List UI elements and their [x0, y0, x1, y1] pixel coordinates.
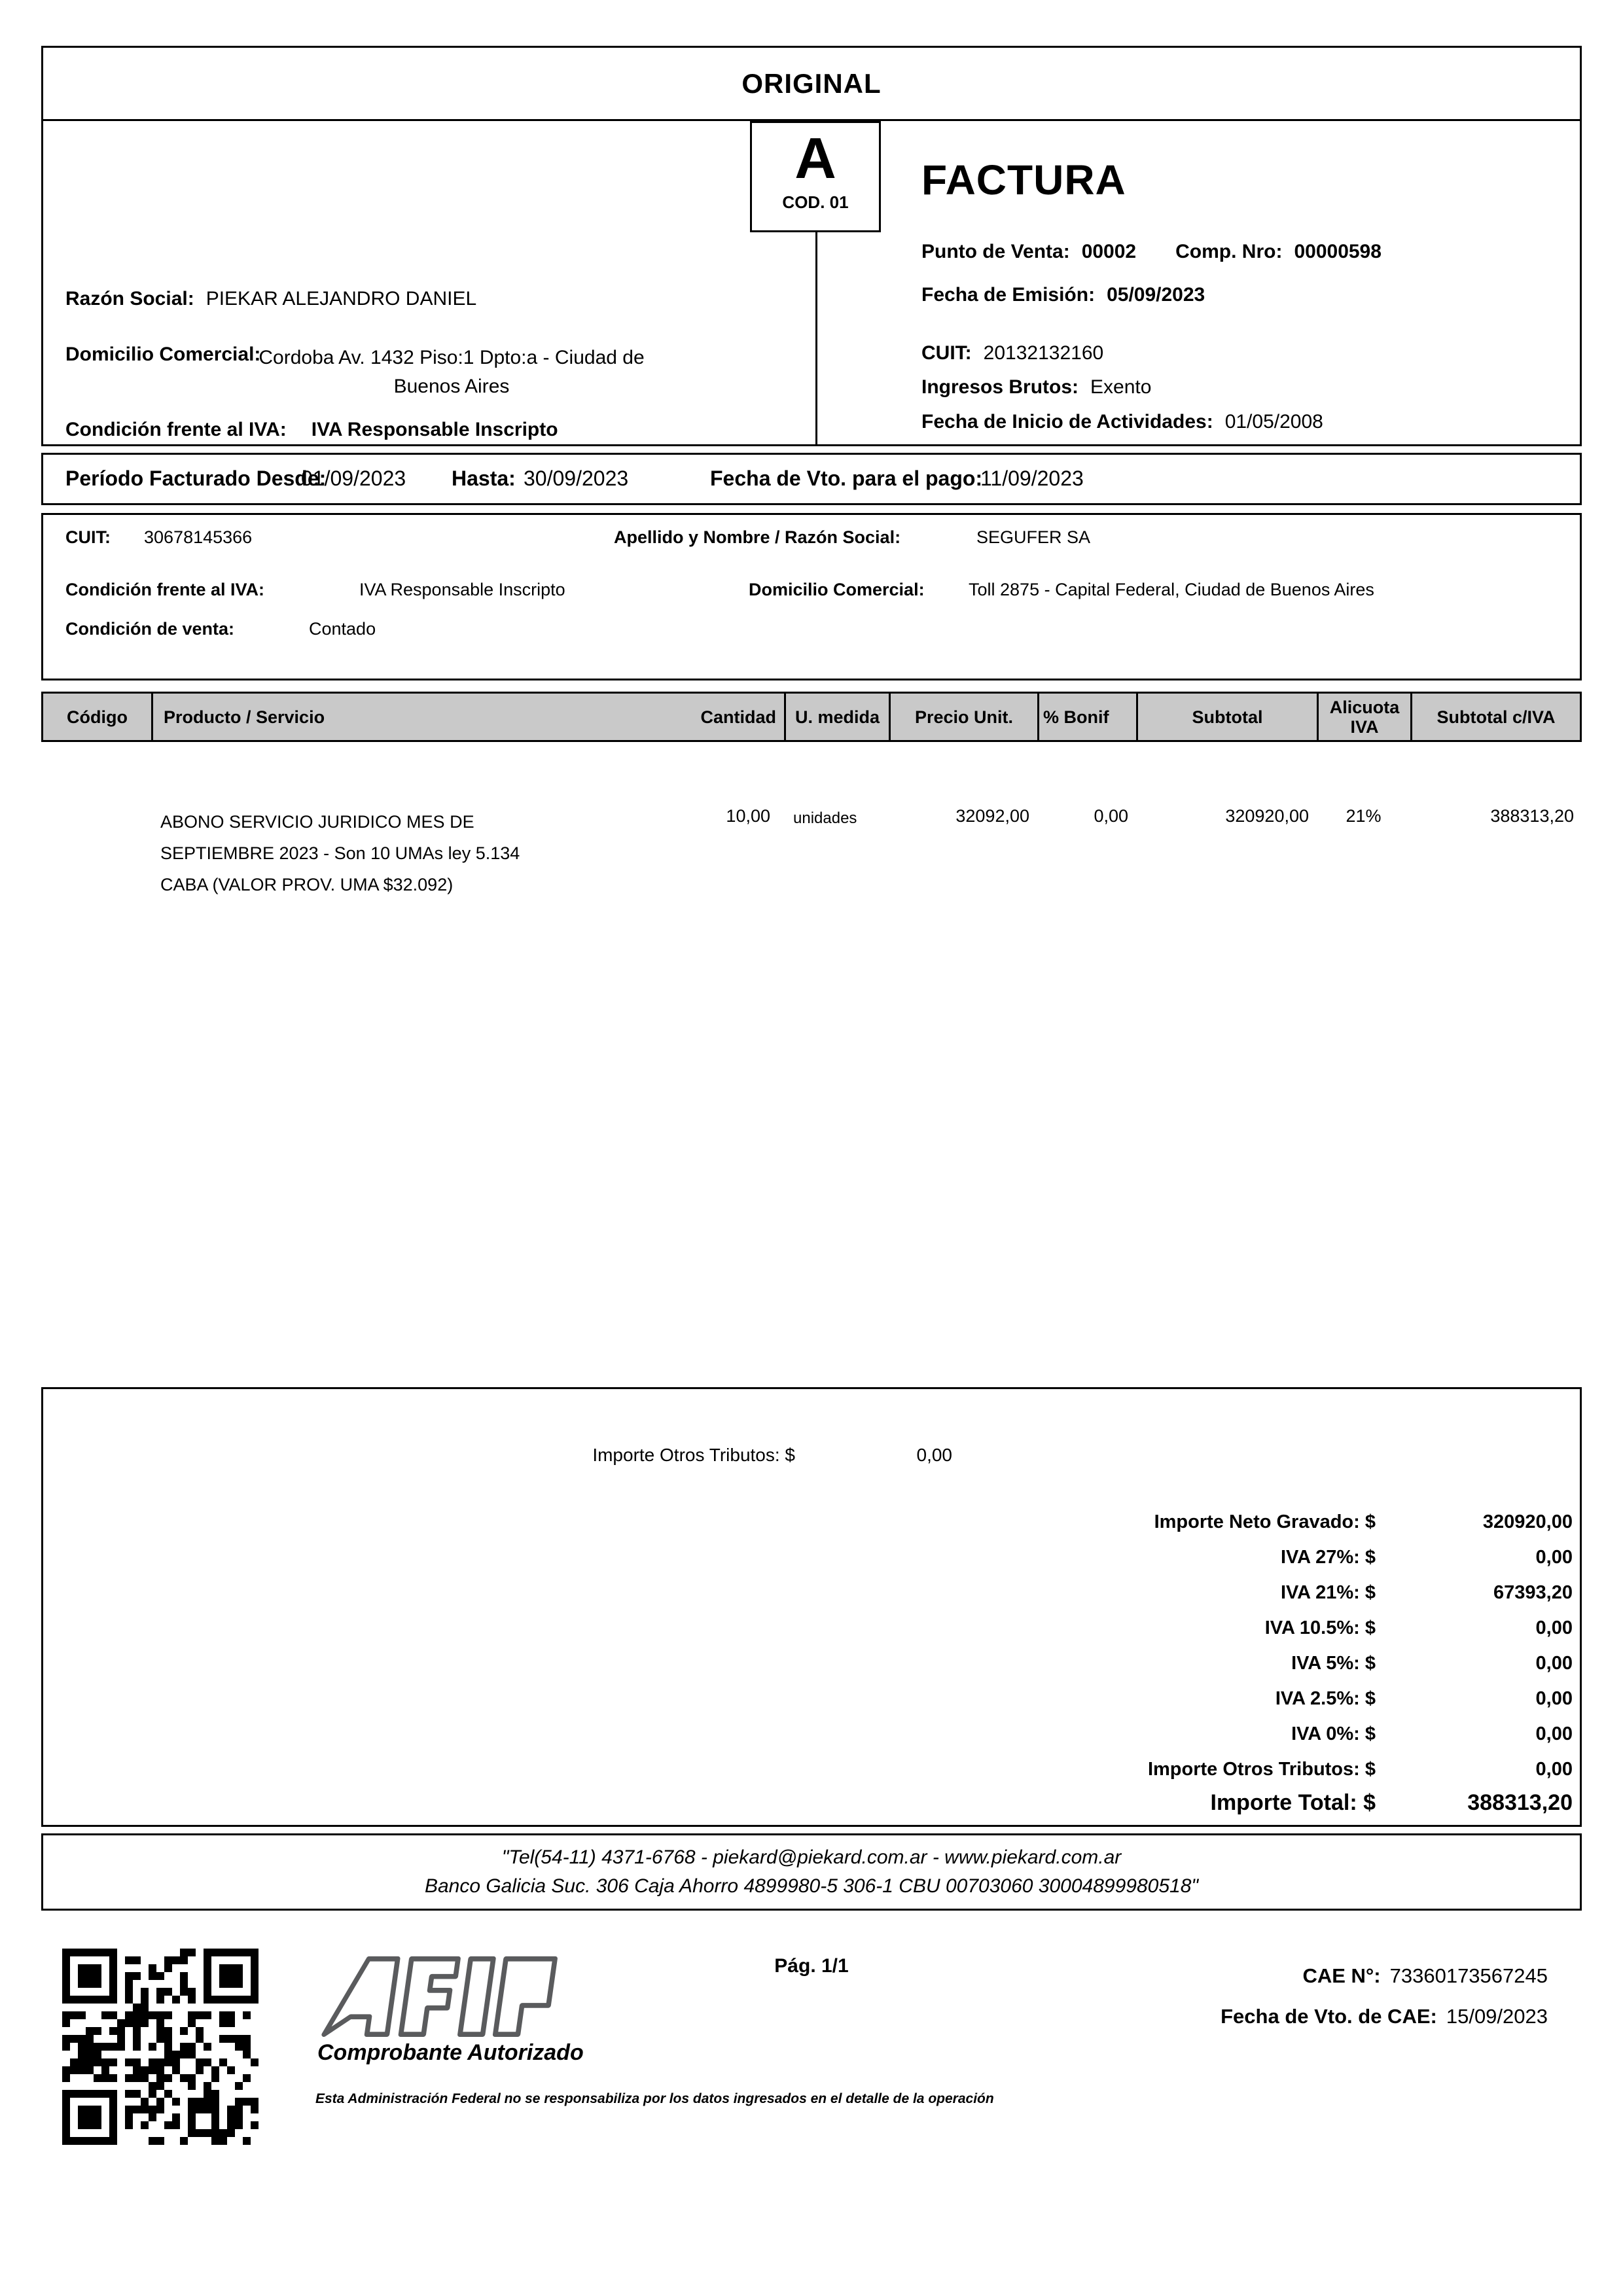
- item-umedida: unidades: [793, 809, 857, 827]
- emitter-cuit-value: 20132132160: [983, 342, 1104, 364]
- total-row-iva27: IVA 27%: $ 0,00: [1280, 1547, 1573, 1568]
- customer-iva-label: Condición frente al IVA:: [65, 580, 265, 599]
- item-subtotal: 320920,00: [1225, 806, 1309, 826]
- fecha-emision-value: 05/09/2023: [1107, 284, 1205, 306]
- col-subtotal: Subtotal: [1136, 694, 1317, 740]
- items-table-header: [41, 692, 1582, 742]
- domicilio-value: Cordoba Av. 1432 Piso:1 Dpto:a - Ciudad de Buenos Aires: [259, 347, 645, 397]
- doc-letter: A: [794, 126, 836, 190]
- total-row-iva21: IVA 21%: $ 67393,20: [1280, 1582, 1573, 1603]
- item-alicuota: 21%: [1346, 806, 1382, 826]
- cae-vto-row: [916, 2005, 1548, 2028]
- total-row-iva25: IVA 2.5%: $ 0,00: [1275, 1688, 1573, 1709]
- contact-line-1: "Tel(54-11) 4371-6768 - piekard@piekard.com.ar - www.piekard.com.ar: [501, 1846, 1122, 1868]
- col-producto: Producto / Servicio: [151, 694, 634, 740]
- col-cantidad: Cantidad: [700, 707, 776, 727]
- copy-type-label: ORIGINAL: [741, 67, 882, 99]
- item-bonif: 0,00: [1094, 806, 1128, 826]
- inicio-actividades-row: [921, 411, 1323, 433]
- otros-tributos-top-label: Importe Otros Tributos: $: [592, 1445, 795, 1465]
- doc-letter-box: [750, 121, 881, 232]
- emitter-iva-value: IVA Responsable Inscripto: [311, 419, 558, 440]
- periodo-hasta-value: 30/09/2023: [524, 467, 629, 490]
- total-row-iva0: IVA 0%: $ 0,00: [1291, 1723, 1573, 1744]
- customer-iva-value: IVA Responsable Inscripto: [359, 580, 565, 599]
- cae-value: 73360173567245: [1389, 1964, 1548, 1987]
- item-descripcion: ABONO SERVICIO JURIDICO MES DE SEPTIEMBRE 2023 - Son 10 UMAs ley 5.134 CABA (VALOR PROV. UMA $32.092): [160, 812, 520, 894]
- doc-letter-code: COD. 01: [782, 192, 849, 212]
- fecha-emision-row: [921, 284, 1205, 306]
- customer-nombre-value: SEGUFER SA: [976, 527, 1091, 547]
- item-precio: 32092,00: [955, 806, 1029, 826]
- comp-nro-value: 00000598: [1294, 241, 1382, 262]
- razon-social-label: Razón Social:: [65, 288, 194, 309]
- domicilio-label: Domicilio Comercial:: [65, 344, 261, 365]
- item-subtotal-iva: 388313,20: [1490, 806, 1574, 826]
- item-cantidad: 10,00: [726, 806, 770, 826]
- total-row-otros: Importe Otros Tributos: $ 0,00: [1147, 1759, 1573, 1780]
- inicio-actividades-value: 01/05/2008: [1224, 411, 1323, 433]
- fecha-emision-label: Fecha de Emisión:: [921, 284, 1096, 306]
- customer-nombre-label: Apellido y Nombre / Razón Social:: [614, 527, 901, 547]
- periodo-desde-value: 01/09/2023: [301, 467, 406, 490]
- col-subtotal-iva: Subtotal c/IVA: [1410, 694, 1580, 740]
- ingresos-brutos-value: Exento: [1090, 376, 1152, 398]
- punto-venta-label: Punto de Venta:: [921, 241, 1070, 262]
- customer-cuit-label: CUIT:: [65, 527, 111, 547]
- contact-box: [41, 1833, 1582, 1911]
- periodo-vto-label: Fecha de Vto. para el pago:: [710, 467, 983, 490]
- cae-row: [916, 1964, 1548, 1988]
- total-row-iva5: IVA 5%: $ 0,00: [1291, 1653, 1573, 1674]
- inicio-actividades-label: Fecha de Inicio de Actividades:: [921, 411, 1213, 433]
- periodo-hasta-label: Hasta:: [452, 467, 516, 490]
- punto-venta-value: 00002: [1081, 241, 1137, 262]
- ingresos-brutos-label: Ingresos Brutos:: [921, 376, 1079, 398]
- customer-domicilio-value: Toll 2875 - Capital Federal, Ciudad de Buenos Aires: [969, 580, 1374, 599]
- customer-domicilio-label: Domicilio Comercial:: [749, 580, 925, 599]
- emitter-razon-social-row: [65, 288, 476, 310]
- col-bonif: % Bonif: [1037, 694, 1136, 740]
- periodo-desde-label: Período Facturado Desde:: [65, 467, 327, 490]
- cae-label: CAE N°:: [1302, 1964, 1381, 1987]
- col-codigo: Código: [67, 707, 128, 727]
- qr-code: [62, 1949, 259, 2145]
- contact-line-2: Banco Galicia Suc. 306 Caja Ahorro 4899980-5 306-1 CBU 00703060 30004899980518": [424, 1875, 1199, 1897]
- cae-vto-label: Fecha de Vto. de CAE:: [1221, 2005, 1437, 2028]
- periodo-vto-value: 11/09/2023: [980, 467, 1084, 490]
- col-alicuota: Alicuota IVA: [1317, 694, 1410, 740]
- total-row-iva105: IVA 10.5%: $ 0,00: [1264, 1617, 1573, 1638]
- otros-tributos-top-value: 0,00: [916, 1445, 952, 1465]
- comprobante-autorizado-label: Comprobante Autorizado: [317, 2040, 584, 2065]
- cae-vto-value: 15/09/2023: [1446, 2005, 1548, 2028]
- customer-venta-value: Contado: [309, 619, 376, 639]
- afip-disclaimer: Esta Administración Federal no se responsabiliza por los datos ingresados en el detalle de la operación: [315, 2091, 994, 2106]
- ingresos-brutos-row: [921, 376, 1151, 398]
- customer-cuit-value: 30678145366: [144, 527, 253, 547]
- comp-nro-label: Comp. Nro:: [1175, 241, 1283, 262]
- invoice-title: FACTURA: [921, 156, 1126, 203]
- emitter-cuit-label: CUIT:: [921, 342, 972, 364]
- col-precio: Precio Unit.: [889, 694, 1037, 740]
- copy-type-banner: [41, 46, 1582, 121]
- col-umedida: U. medida: [784, 694, 889, 740]
- total-row-total: Importe Total: $ 388313,20: [1210, 1790, 1573, 1815]
- total-row-neto: Importe Neto Gravado: $ 320920,00: [1154, 1511, 1573, 1532]
- page-number: Pág. 1/1: [774, 1955, 849, 1977]
- emitter-iva-row: [65, 419, 558, 441]
- razon-social-value: PIEKAR ALEJANDRO DANIEL: [205, 288, 477, 309]
- punto-venta-row: [921, 241, 1382, 263]
- emitter-iva-label: Condición frente al IVA:: [65, 419, 287, 440]
- customer-venta-label: Condición de venta:: [65, 619, 235, 639]
- emitter-cuit-row: [921, 342, 1103, 364]
